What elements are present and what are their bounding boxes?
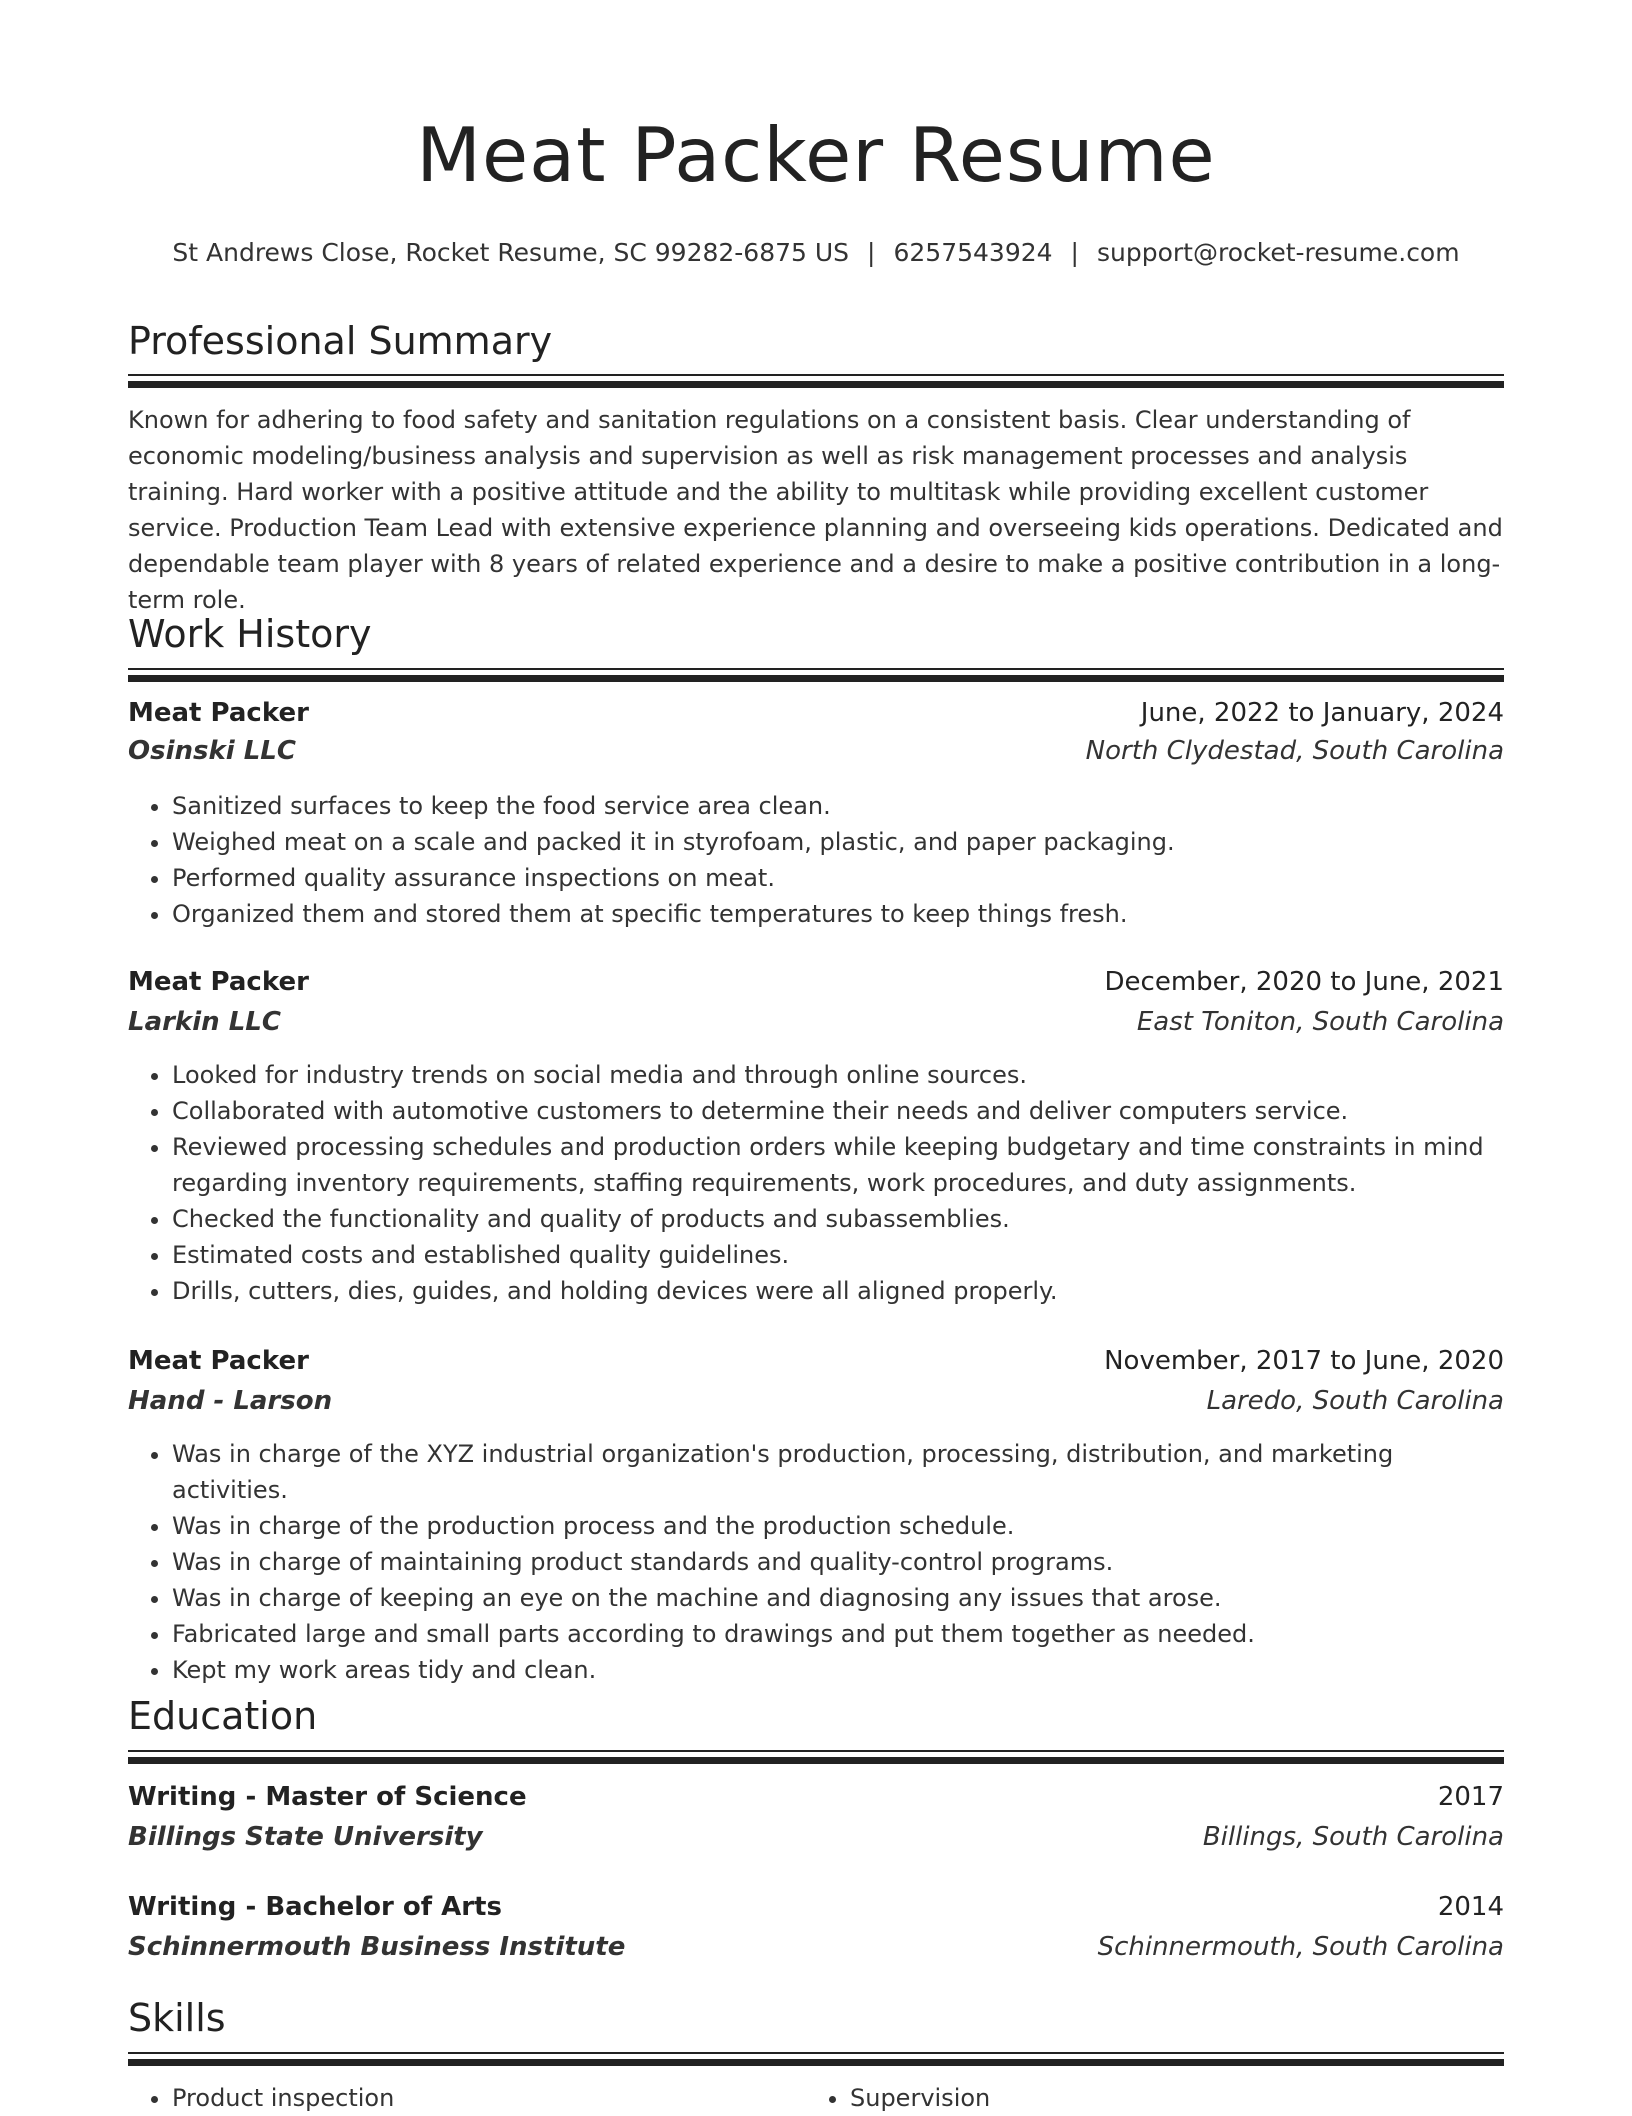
job-company: Hand - Larson <box>128 1386 333 1416</box>
job-bullets <box>128 1436 1504 1688</box>
job-location: North Clydestad, South Carolina <box>1085 736 1504 766</box>
list-item: • Kept my work areas tidy and clean. <box>172 1652 1504 1688</box>
job-title: Meat Packer <box>128 1346 309 1376</box>
job-bullets <box>128 788 1504 932</box>
list-item: • Organized them and stored them at specific temperatures to keep things fresh. <box>172 896 1504 932</box>
list-item: • Was in charge of the XYZ industrial organization's production, processing, distribution, and marketing activities. <box>172 1436 1504 1508</box>
section-divider <box>128 2052 1504 2066</box>
list-item: • Was in charge of the production process and the production schedule. <box>172 1508 1504 1544</box>
resume-name: Meat Packer Resume <box>416 111 1216 199</box>
contact-address: St Andrews Close, Rocket Resume, SC 99282-6875 US <box>172 238 850 267</box>
job-dates: June, 2022 to January, 2024 <box>1140 698 1504 728</box>
list-item: • Estimated costs and established quality guidelines. <box>172 1237 1504 1273</box>
skills-list-left <box>128 2080 808 2116</box>
section-title-summary: Professional Summary <box>128 319 553 363</box>
list-item: • Fabricated large and small parts according to drawings and put them together as needed. <box>172 1616 1504 1652</box>
list-item: • Reviewed processing schedules and production orders while keeping budgetary and time constraints in mind regarding inventory requirements, staffing requirements, work procedures, and duty assignments. <box>172 1129 1504 1201</box>
list-item: • Was in charge of keeping an eye on the machine and diagnosing any issues that arose. <box>172 1580 1504 1616</box>
job-bullets <box>128 1057 1504 1309</box>
skills-list-right <box>806 2080 1504 2116</box>
list-item: • Checked the functionality and quality of products and subassemblies. <box>172 1201 1504 1237</box>
contact-line <box>128 238 1504 268</box>
contact-separator: | <box>867 238 876 267</box>
section-title-education: Education <box>128 1694 318 1738</box>
section-title-work-history: Work History <box>128 612 372 656</box>
section-divider <box>128 374 1504 388</box>
job-company: Osinski LLC <box>128 736 296 766</box>
education-year: 2017 <box>1437 1782 1504 1812</box>
education-school: Billings State University <box>128 1822 483 1852</box>
job-title: Meat Packer <box>128 967 309 997</box>
job-location: East Toniton, South Carolina <box>1136 1007 1504 1037</box>
summary-text: Known for adhering to food safety and sanitation regulations on a consistent basis. Clear understanding of economic modeling/business analysis and supervision as well as risk management processes and analysis training. Hard worker with a positive attitude and the ability to multitask while providing excellent customer service. Production Team Lead with extensive experience planning and overseeing kids operations. Dedicated and dependable team player with 8 years of related experience and a desire to make a positive contribution in a long-term role. <box>128 406 1503 614</box>
contact-email[interactable]: support@rocket-resume.com <box>1096 238 1460 267</box>
contact-phone: 6257543924 <box>893 238 1053 267</box>
education-degree: Writing - Bachelor of Arts <box>128 1892 502 1922</box>
education-degree: Writing - Master of Science <box>128 1782 527 1812</box>
education-year: 2014 <box>1437 1892 1504 1922</box>
education-location: Schinnermouth, South Carolina <box>1097 1932 1504 1962</box>
section-divider <box>128 1750 1504 1764</box>
job-company: Larkin LLC <box>128 1007 281 1037</box>
list-item: • Drills, cutters, dies, guides, and holding devices were all aligned properly. <box>172 1273 1504 1309</box>
education-location: Billings, South Carolina <box>1202 1822 1504 1852</box>
list-item: • Sanitized surfaces to keep the food service area clean. <box>172 788 1504 824</box>
job-location: Laredo, South Carolina <box>1206 1386 1504 1416</box>
skill-item: • Supervision <box>850 2080 1504 2116</box>
job-title: Meat Packer <box>128 698 309 728</box>
list-item: • Was in charge of maintaining product standards and quality-control programs. <box>172 1544 1504 1580</box>
section-divider <box>128 668 1504 682</box>
skill-item: • Product inspection <box>172 2080 808 2116</box>
job-dates: November, 2017 to June, 2020 <box>1104 1346 1504 1376</box>
contact-separator: | <box>1070 238 1079 267</box>
education-school: Schinnermouth Business Institute <box>128 1932 626 1962</box>
list-item: • Looked for industry trends on social media and through online sources. <box>172 1057 1504 1093</box>
list-item: • Collaborated with automotive customers to determine their needs and deliver computers service. <box>172 1093 1504 1129</box>
list-item: • Weighed meat on a scale and packed it in styrofoam, plastic, and paper packaging. <box>172 824 1504 860</box>
list-item: • Performed quality assurance inspections on meat. <box>172 860 1504 896</box>
job-dates: December, 2020 to June, 2021 <box>1104 967 1504 997</box>
section-title-skills: Skills <box>128 1996 226 2040</box>
